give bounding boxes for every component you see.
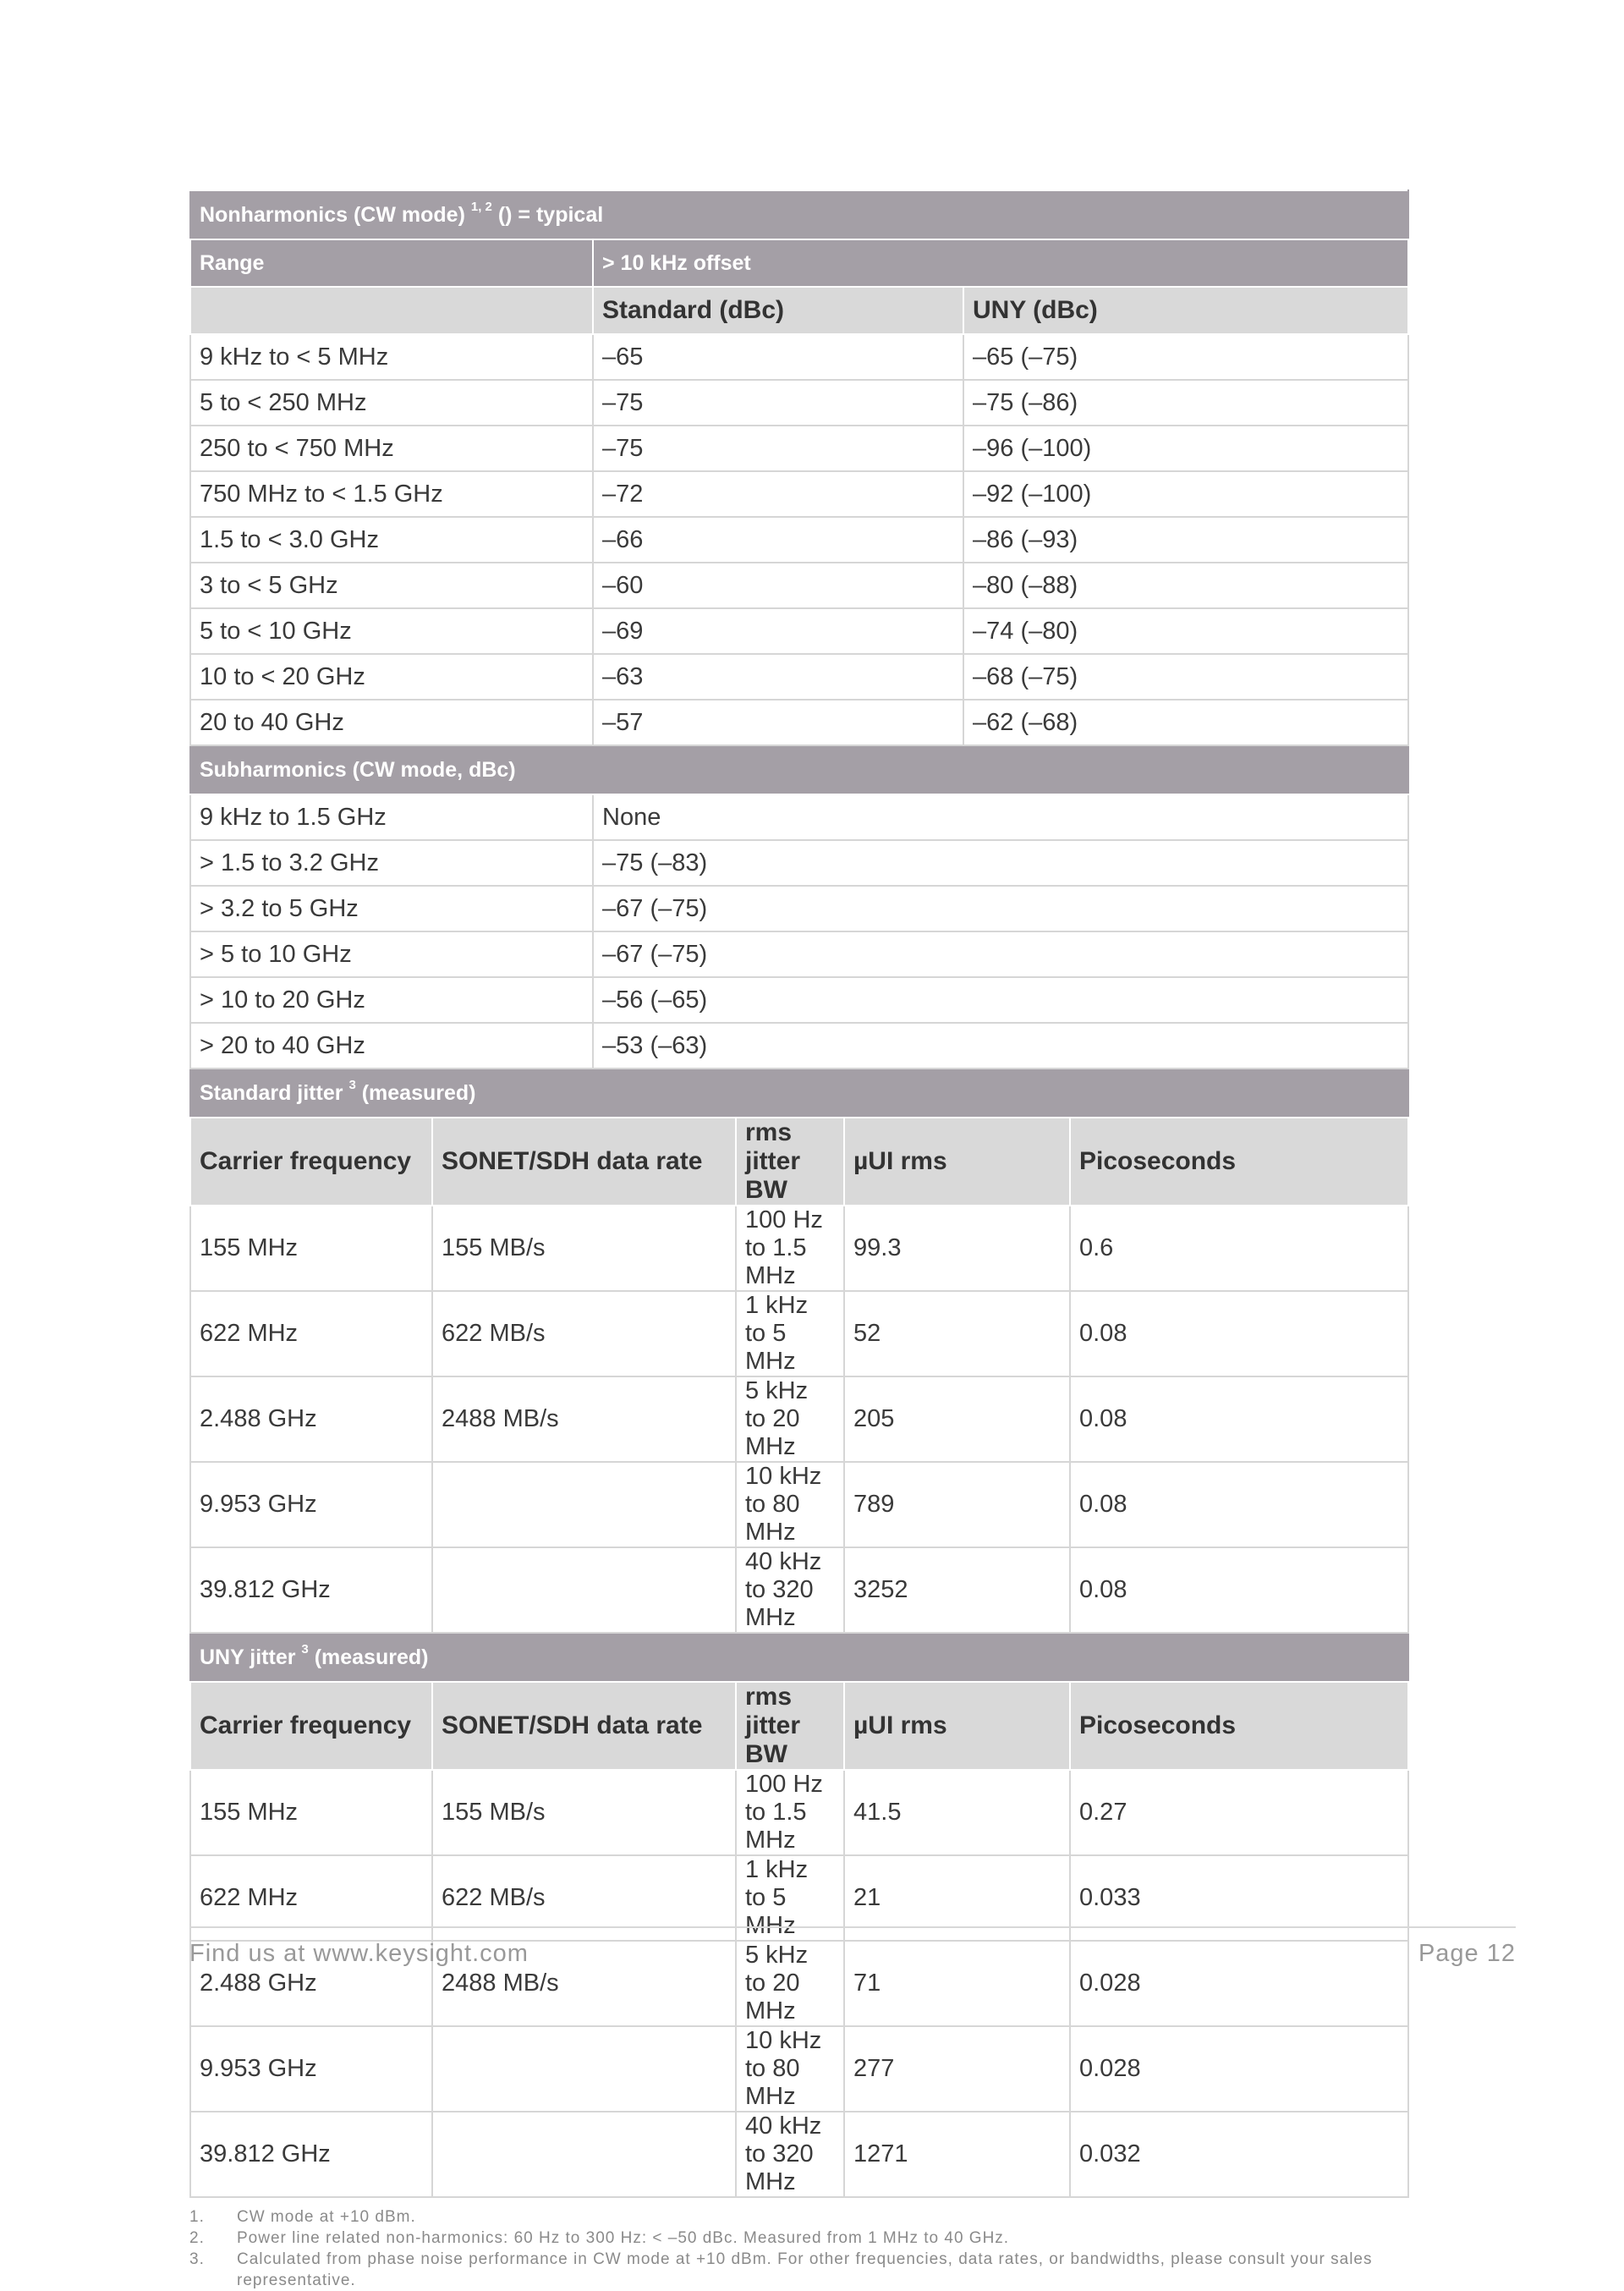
section-title-text: Nonharmonics (CW mode)	[200, 202, 465, 227]
data-rate-header: SONET/SDH data rate	[432, 1118, 736, 1206]
range-cell: 750 MHz to < 1.5 GHz	[190, 471, 593, 517]
range-cell: 5 to < 10 GHz	[190, 608, 593, 654]
rms-jitter-bw-cell: 10 kHz to 80 MHz	[736, 1462, 844, 1547]
uny-cell: –96 (–100)	[963, 426, 1408, 471]
standard-cell: –75	[593, 426, 963, 471]
uui-rms-cell: 789	[844, 1462, 1070, 1547]
table-row	[190, 517, 1408, 563]
carrier-frequency-cell: 622 MHz	[190, 1291, 432, 1376]
rms-jitter-bw-cell: 40 kHz to 320 MHz	[736, 2112, 844, 2197]
table-row	[190, 886, 1408, 931]
range-cell: > 10 to 20 GHz	[190, 977, 593, 1023]
standard-cell: –75	[593, 380, 963, 426]
table-row	[190, 1547, 1408, 1633]
range-header: Range	[190, 239, 593, 287]
table-row	[190, 840, 1408, 886]
standard-cell: –60	[593, 563, 963, 608]
value-cell: –56 (–65)	[593, 977, 1408, 1023]
page-footer	[189, 1926, 1516, 1968]
rms-jitter-bw-cell: 5 kHz to 20 MHz	[736, 1376, 844, 1462]
footnotes	[189, 2206, 1407, 2291]
table-row	[190, 334, 1408, 380]
section-title: Subharmonics (CW mode, dBc)	[190, 745, 1408, 794]
picoseconds-header: Picoseconds	[1070, 1682, 1408, 1770]
standard-cell: –72	[593, 471, 963, 517]
carrier-frequency-cell: 2.488 GHz	[190, 1376, 432, 1462]
carrier-frequency-cell: 155 MHz	[190, 1770, 432, 1855]
rms-jitter-bw-header: rms jitter BW	[736, 1682, 844, 1770]
value-cell: –67 (–75)	[593, 886, 1408, 931]
picoseconds-cell: 0.08	[1070, 1462, 1408, 1547]
data-rate-cell: 2488 MB/s	[432, 1941, 736, 2026]
table-row	[190, 1023, 1408, 1069]
footnote	[189, 2249, 1407, 2291]
spec-table	[189, 190, 1409, 2198]
uui-rms-cell: 99.3	[844, 1206, 1070, 1291]
uny-cell: –68 (–75)	[963, 654, 1408, 700]
uny-cell: –80 (–88)	[963, 563, 1408, 608]
uui-rms-cell: 277	[844, 2026, 1070, 2112]
picoseconds-cell: 0.27	[1070, 1770, 1408, 1855]
table-row	[190, 2026, 1408, 2112]
footnote	[189, 2228, 1407, 2249]
standard-cell: –65	[593, 334, 963, 380]
footnote-text: Power line related non-harmonics: 60 Hz to 300 Hz: < –50 dBc. Measured from 1 MHz to 40 GHz.	[237, 2229, 1010, 2247]
picoseconds-cell: 0.08	[1070, 1291, 1408, 1376]
data-rate-cell	[432, 2112, 736, 2197]
table-row	[190, 563, 1408, 608]
table-row	[190, 977, 1408, 1023]
range-cell: > 1.5 to 3.2 GHz	[190, 840, 593, 886]
range-cell: > 5 to 10 GHz	[190, 931, 593, 977]
section-title-text: Standard jitter	[200, 1080, 343, 1105]
offset-header: > 10 kHz offset	[593, 239, 1408, 287]
carrier-frequency-cell: 155 MHz	[190, 1206, 432, 1291]
rms-jitter-bw-header: rms jitter BW	[736, 1118, 844, 1206]
range-cell: > 3.2 to 5 GHz	[190, 886, 593, 931]
uui-rms-cell: 71	[844, 1941, 1070, 2026]
standard-jitter-title-row	[190, 1069, 1408, 1118]
picoseconds-cell: 0.028	[1070, 1941, 1408, 2026]
uny-cell: –65 (–75)	[963, 334, 1408, 380]
footnote-text: Calculated from phase noise performance in CW mode at +10 dBm. For other frequencies, data rates, or bandwidths, please consult your sales representative.	[237, 2250, 1373, 2289]
carrier-frequency-cell: 622 MHz	[190, 1855, 432, 1941]
footnote-reference: 3	[301, 1641, 309, 1656]
carrier-frequency-header: Carrier frequency	[190, 1682, 432, 1770]
uui-rms-header: µUI rms	[844, 1118, 1070, 1206]
table-row	[190, 426, 1408, 471]
picoseconds-cell: 0.033	[1070, 1855, 1408, 1941]
standard-cell: –69	[593, 608, 963, 654]
carrier-frequency-cell: 39.812 GHz	[190, 1547, 432, 1633]
picoseconds-cell: 0.08	[1070, 1547, 1408, 1633]
rms-jitter-bw-cell: 5 kHz to 20 MHz	[736, 1941, 844, 2026]
data-rate-cell: 622 MB/s	[432, 1291, 736, 1376]
table-row	[190, 608, 1408, 654]
uui-rms-cell: 3252	[844, 1547, 1070, 1633]
table-row	[190, 1770, 1408, 1855]
section-title-suffix: (measured)	[355, 1080, 476, 1105]
data-rate-cell: 155 MB/s	[432, 1206, 736, 1291]
uny-cell: –92 (–100)	[963, 471, 1408, 517]
picoseconds-cell: 0.08	[1070, 1376, 1408, 1462]
table-row	[190, 1206, 1408, 1291]
range-cell: > 20 to 40 GHz	[190, 1023, 593, 1069]
footnote-number: 3.	[189, 2250, 205, 2268]
rms-jitter-bw-cell: 100 Hz to 1.5 MHz	[736, 1206, 844, 1291]
uui-rms-cell: 1271	[844, 2112, 1070, 2197]
carrier-frequency-cell: 39.812 GHz	[190, 2112, 432, 2197]
data-rate-header: SONET/SDH data rate	[432, 1682, 736, 1770]
table-row	[190, 380, 1408, 426]
subharmonics-title-row	[190, 745, 1408, 794]
range-cell: 250 to < 750 MHz	[190, 426, 593, 471]
uny-cell: –74 (–80)	[963, 608, 1408, 654]
standard-cell: –63	[593, 654, 963, 700]
standard-cell: –66	[593, 517, 963, 563]
rms-jitter-bw-cell: 10 kHz to 80 MHz	[736, 2026, 844, 2112]
range-cell: 3 to < 5 GHz	[190, 563, 593, 608]
section-title	[190, 1633, 1408, 1682]
range-cell: 20 to 40 GHz	[190, 700, 593, 745]
blank-header	[190, 287, 593, 334]
range-cell: 9 kHz to < 5 MHz	[190, 334, 593, 380]
nonharmonics-range-row	[190, 239, 1408, 287]
uny-column-header: UNY (dBc)	[963, 287, 1408, 334]
range-cell: 10 to < 20 GHz	[190, 654, 593, 700]
value-cell: –67 (–75)	[593, 931, 1408, 977]
range-cell: 1.5 to < 3.0 GHz	[190, 517, 593, 563]
nonharmonics-title-row	[190, 190, 1408, 239]
carrier-frequency-cell: 9.953 GHz	[190, 2026, 432, 2112]
uui-rms-cell: 41.5	[844, 1770, 1070, 1855]
footnote	[189, 2206, 1407, 2228]
section-title-suffix: () = typical	[491, 202, 604, 227]
data-rate-cell: 2488 MB/s	[432, 1376, 736, 1462]
picoseconds-cell: 0.6	[1070, 1206, 1408, 1291]
uui-rms-header: µUI rms	[844, 1682, 1070, 1770]
uui-rms-cell: 21	[844, 1855, 1070, 1941]
rms-jitter-bw-cell: 100 Hz to 1.5 MHz	[736, 1770, 844, 1855]
carrier-frequency-header: Carrier frequency	[190, 1118, 432, 1206]
footnote-reference: 3	[348, 1077, 356, 1092]
table-row	[190, 1291, 1408, 1376]
uny-jitter-title-row	[190, 1633, 1408, 1682]
standard-column-header: Standard (dBc)	[593, 287, 963, 334]
section-title	[190, 190, 1408, 239]
footer-website[interactable]: Find us at www.keysight.com	[189, 1940, 529, 1967]
rms-jitter-bw-cell: 40 kHz to 320 MHz	[736, 1547, 844, 1633]
uny_jitter-column-header-row	[190, 1682, 1408, 1770]
table-row	[190, 1462, 1408, 1547]
data-rate-cell: 155 MB/s	[432, 1770, 736, 1855]
data-rate-cell	[432, 2026, 736, 2112]
picoseconds-cell: 0.028	[1070, 2026, 1408, 2112]
table-row	[190, 2112, 1408, 2197]
rms-jitter-bw-cell: 1 kHz to 5 MHz	[736, 1291, 844, 1376]
section-title	[190, 1069, 1408, 1118]
value-cell: –75 (–83)	[593, 840, 1408, 886]
table-row	[190, 654, 1408, 700]
spec-content	[189, 190, 1407, 2291]
uny-cell: –75 (–86)	[963, 380, 1408, 426]
picoseconds-header: Picoseconds	[1070, 1118, 1408, 1206]
uui-rms-cell: 52	[844, 1291, 1070, 1376]
page-number: Page 12	[1418, 1940, 1516, 1967]
uui-rms-cell: 205	[844, 1376, 1070, 1462]
uny-cell: –62 (–68)	[963, 700, 1408, 745]
footnote-number: 2.	[189, 2229, 205, 2247]
footnote-reference: 1, 2	[470, 199, 492, 214]
carrier-frequency-cell: 9.953 GHz	[190, 1462, 432, 1547]
standard-cell: –57	[593, 700, 963, 745]
data-rate-cell	[432, 1462, 736, 1547]
standard_jitter-column-header-row	[190, 1118, 1408, 1206]
section-title-suffix: (measured)	[308, 1645, 429, 1669]
uny-cell: –86 (–93)	[963, 517, 1408, 563]
value-cell: –53 (–63)	[593, 1023, 1408, 1069]
nonharmonics-column-header-row	[190, 287, 1408, 334]
table-row	[190, 700, 1408, 745]
table-row	[190, 931, 1408, 977]
section-title-text: UNY jitter	[200, 1645, 296, 1669]
table-row	[190, 1376, 1408, 1462]
table-row	[190, 471, 1408, 517]
data-rate-cell: 622 MB/s	[432, 1855, 736, 1941]
picoseconds-cell: 0.032	[1070, 2112, 1408, 2197]
rms-jitter-bw-cell: 1 kHz to 5 MHz	[736, 1855, 844, 1941]
footnote-number: 1.	[189, 2208, 205, 2226]
footnote-text: CW mode at +10 dBm.	[237, 2208, 416, 2226]
range-cell: 9 kHz to 1.5 GHz	[190, 794, 593, 840]
data-rate-cell	[432, 1547, 736, 1633]
value-cell: None	[593, 794, 1408, 840]
table-row	[190, 794, 1408, 840]
carrier-frequency-cell: 2.488 GHz	[190, 1941, 432, 2026]
range-cell: 5 to < 250 MHz	[190, 380, 593, 426]
